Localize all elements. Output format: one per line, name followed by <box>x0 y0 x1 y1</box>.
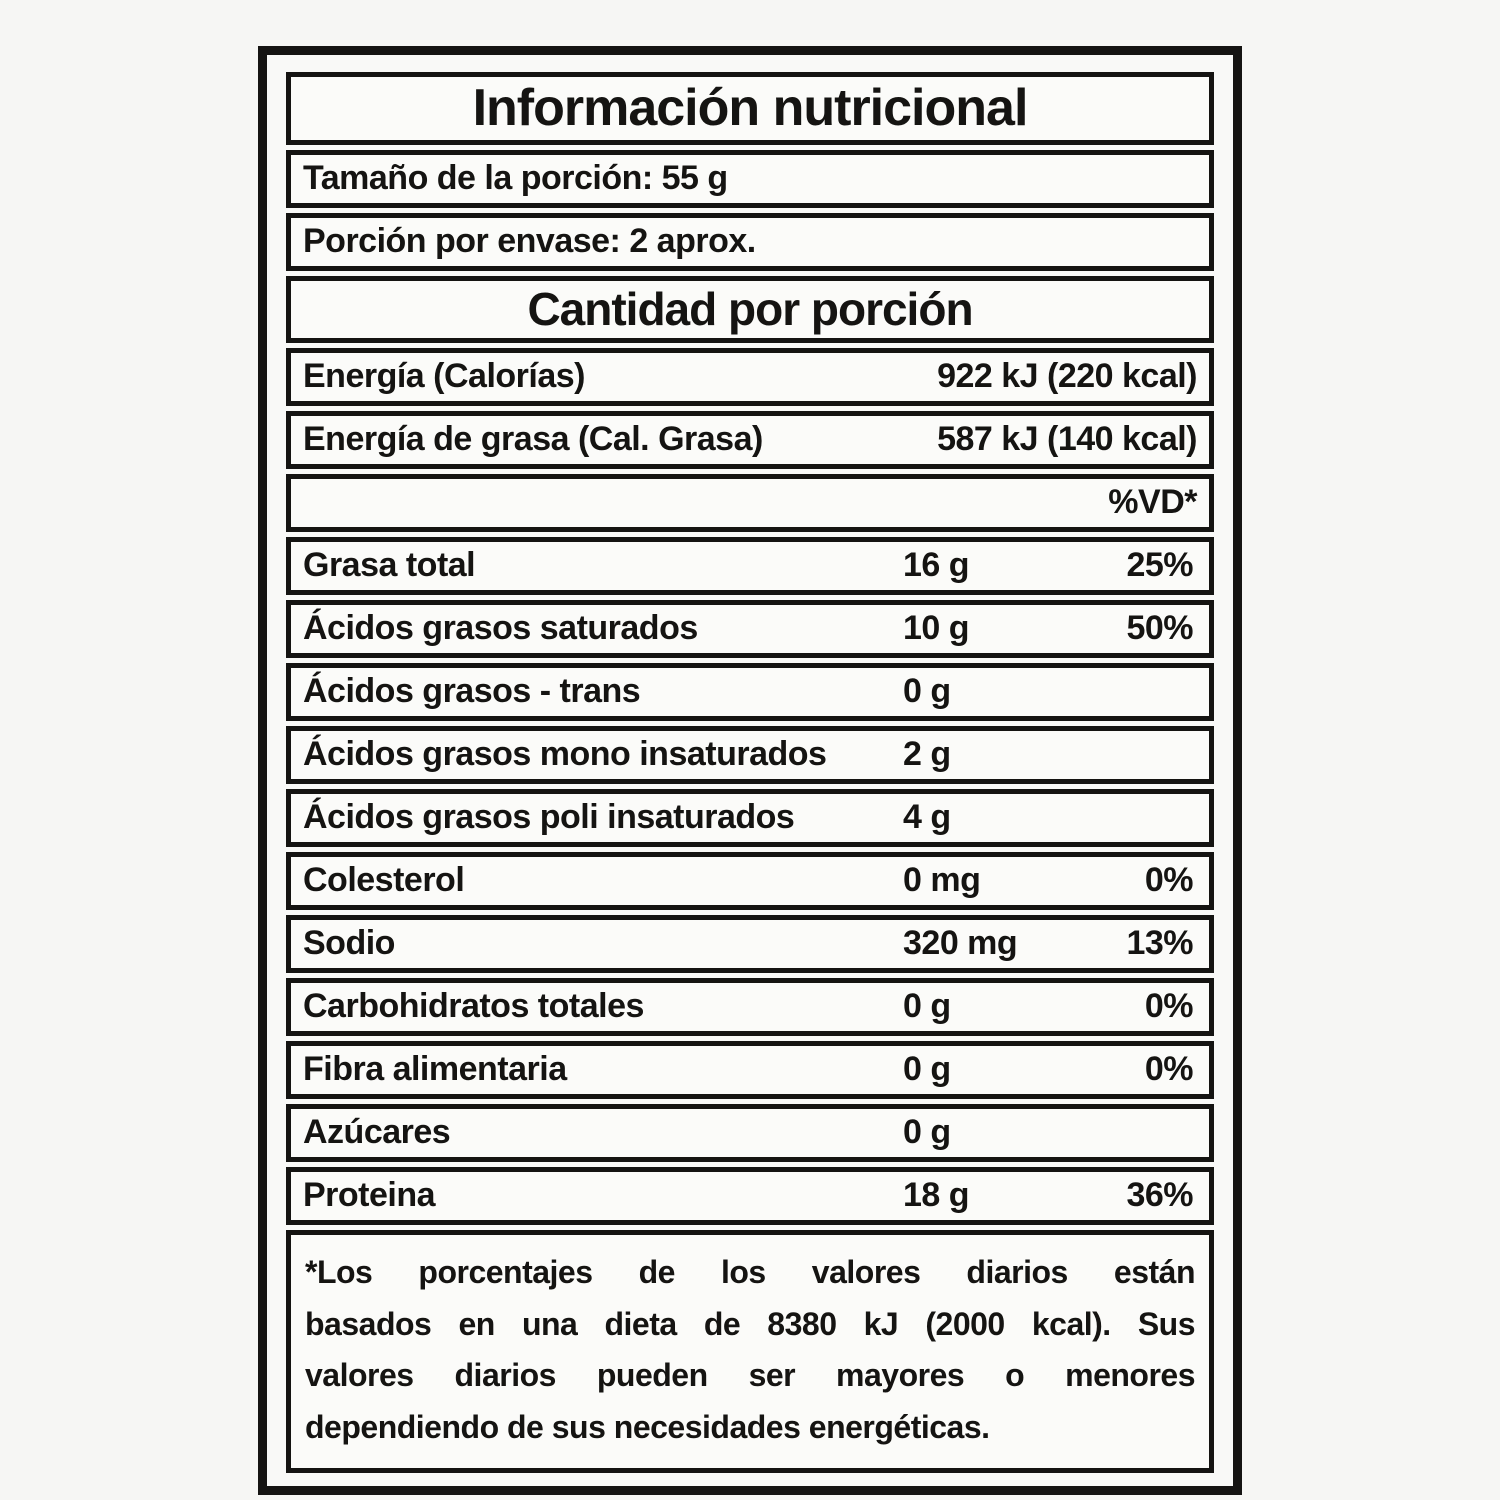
nutrient-row-saturated-fat <box>286 600 1214 658</box>
footnote-line-4: dependiendo de sus necesidades energéticas. <box>305 1409 990 1446</box>
nutrient-name: Ácidos grasos mono insaturados <box>303 735 827 774</box>
nutrient-amount: 16 g <box>903 546 970 585</box>
serving-size-text: Tamaño de la porción: 55 g <box>303 159 728 198</box>
nutrient-dv: 25% <box>1126 546 1193 585</box>
nutrient-row-total-carbohydrate <box>286 978 1214 1036</box>
nutrient-dv: 13% <box>1126 924 1193 963</box>
nutrient-dv: 0% <box>1144 987 1193 1026</box>
nutrient-row-dietary-fiber <box>286 1041 1214 1099</box>
footnote-line-1: *Los porcentajes de los valores diarios están <box>305 1253 1195 1290</box>
percent-dv-header-row <box>286 474 1214 532</box>
nutrient-row-polyunsaturated-fat <box>286 789 1214 847</box>
amount-per-serving-header: Cantidad por porción <box>527 283 973 336</box>
energy-calories-value: 922 kJ (220 kcal) <box>937 357 1197 396</box>
energy-fat-row <box>286 411 1214 469</box>
nutrient-row-trans-fat <box>286 663 1214 721</box>
nutrient-name: Ácidos grasos - trans <box>303 672 641 711</box>
nutrient-amount: 18 g <box>903 1176 970 1215</box>
footnote-line-2: basados en una dieta de 8380 kJ (2000 kcal). Sus <box>305 1305 1195 1342</box>
amount-per-serving-header-row <box>286 276 1214 343</box>
energy-calories-name: Energía (Calorías) <box>303 357 585 396</box>
nutrition-label <box>258 46 1242 1495</box>
nutrient-amount: 320 mg <box>903 924 1018 963</box>
footnote-line-3: valores diarios pueden ser mayores o menores <box>305 1357 1195 1394</box>
nutrient-row-protein <box>286 1167 1214 1225</box>
nutrient-row-cholesterol <box>286 852 1214 910</box>
nutrient-amount: 0 g <box>903 672 951 711</box>
nutrient-name: Sodio <box>303 924 395 963</box>
energy-calories-row <box>286 348 1214 406</box>
nutrient-dv: 0% <box>1144 861 1193 900</box>
nutrient-dv: 0% <box>1144 1050 1193 1089</box>
energy-fat-name: Energía de grasa (Cal. Grasa) <box>303 420 763 459</box>
nutrient-name: Grasa total <box>303 546 476 585</box>
servings-per-container-text: Porción por envase: 2 aprox. <box>303 222 756 261</box>
nutrient-amount: 0 g <box>903 1113 951 1152</box>
nutrient-name: Ácidos grasos saturados <box>303 609 698 648</box>
label-title: Información nutricional <box>472 79 1028 137</box>
nutrient-name: Proteina <box>303 1176 436 1215</box>
nutrient-amount: 2 g <box>903 735 951 774</box>
nutrient-name: Ácidos grasos poli insaturados <box>303 798 795 837</box>
nutrient-name: Azúcares <box>303 1113 451 1152</box>
nutrient-name: Colesterol <box>303 861 465 900</box>
nutrient-row-sugars <box>286 1104 1214 1162</box>
nutrient-dv: 36% <box>1126 1176 1193 1215</box>
nutrient-amount: 4 g <box>903 798 951 837</box>
nutrient-row-sodium <box>286 915 1214 973</box>
nutrient-row-total-fat <box>286 537 1214 595</box>
nutrient-amount: 10 g <box>903 609 970 648</box>
nutrient-amount: 0 g <box>903 1050 951 1089</box>
label-title-row <box>286 72 1214 145</box>
nutrient-amount: 0 g <box>903 987 951 1026</box>
nutrient-amount: 0 mg <box>903 861 981 900</box>
nutrient-dv: 50% <box>1126 609 1193 648</box>
serving-size-row <box>286 150 1214 208</box>
nutrient-name: Carbohidratos totales <box>303 987 644 1026</box>
nutrient-row-monounsaturated-fat <box>286 726 1214 784</box>
daily-value-footnote <box>286 1230 1214 1473</box>
servings-per-container-row <box>286 213 1214 271</box>
nutrient-name: Fibra alimentaria <box>303 1050 567 1089</box>
energy-fat-value: 587 kJ (140 kcal) <box>937 420 1197 459</box>
percent-dv-header: %VD* <box>1108 483 1197 522</box>
